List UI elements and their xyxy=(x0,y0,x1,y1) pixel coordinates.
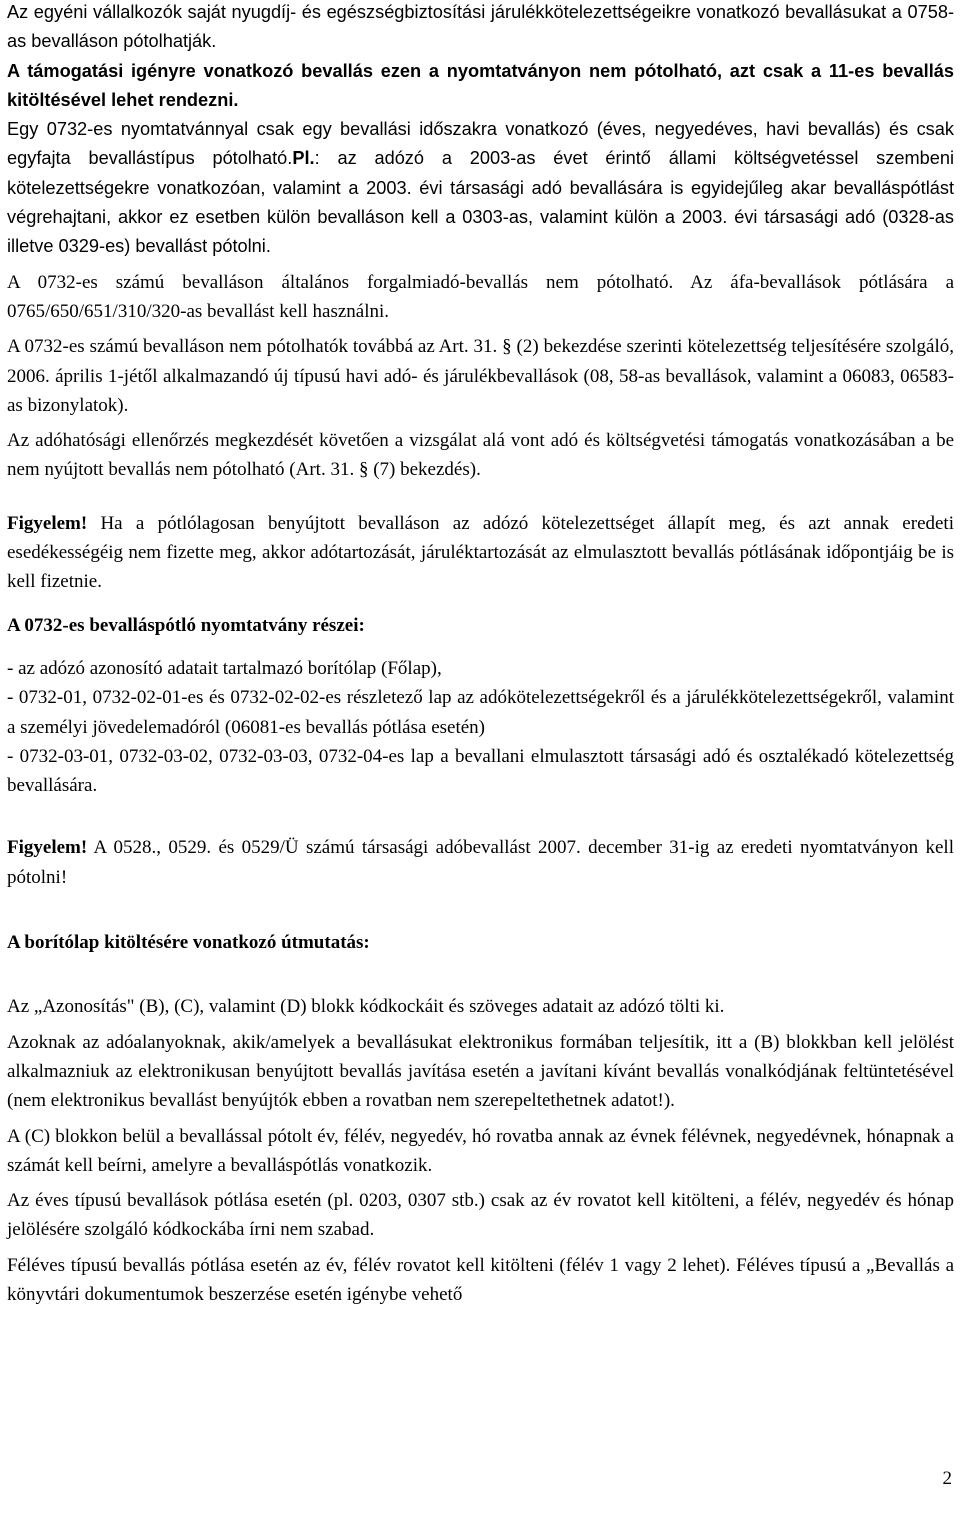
paragraph-feleves-tipusu: Féléves típusú bevallás pótlása esetén az év, félév rovatot kell kitölteni (félév 1 vagy 2 lehet). Féléves típusú a „Bevallás a könyvtári dokumentumok beszerzése esetén igénybe vehető xyxy=(7,1254,954,1305)
paragraph-tamogatasi-igeny xyxy=(7,57,954,116)
document-page xyxy=(7,0,954,1309)
pl-label: Pl. xyxy=(292,148,315,169)
list-item-reszletezo-lap: - 0732-01, 0732-02-01-es és 0732-02-02-es részletező lap az adókötelezettségekről és a járulékkötelezettségekről, valamint a személyi jövedelemadóról (06081-es bevallás pótlása esetén) xyxy=(7,687,954,738)
warning-label-1: Figyelem! xyxy=(7,512,88,534)
warning-text-2: A 0528., 0529. és 0529/Ü számú társasági adóbevallást 2007. december 31-ig az eredeti nyomtatványon kell pótolni! xyxy=(7,837,954,888)
paragraph-c-blokk: A (C) blokkon belül a bevallással pótolt év, félév, negyedév, hó rovatba annak az évnek félévnek, negyedévnek, hónapnak a számát kell beírni, amelyre a bevalláspótlás vonatkozik. xyxy=(7,1125,954,1176)
paragraph-pl-text: : az adózó a 2003-as évet érintő állami költségvetéssel szembeni kötelezettségekre vonatkozóan, valamint a 2003. évi társasági adó bevallására is egyidejűleg akar bevalláspótlást végrehajtani, akkor ez esetben külön bevalláson kell a 0303-as, valamint külön a 2003. évi társasági adó (0328-as illetve 0329-es) bevallást pótolni. xyxy=(7,148,955,257)
list-item-foelap: - az adózó azonosító adatait tartalmazó borítólap (Főlap), xyxy=(7,657,442,679)
warning-paragraph-2 xyxy=(7,833,954,892)
paragraph-nem-potolhatok: A 0732-es számú bevalláson nem pótolhatók továbbá az Art. 31. § (2) bekezdése szerinti kötelezettség teljesítésére szolgáló, 2006. április 1-jétől alkalmazandó új típusú havi adó- és járulékbevallások (08, 58-as bevallások, valamint a 06083, 06583-as bizonylatok). xyxy=(7,336,954,416)
section-heading-reszei xyxy=(7,611,954,640)
paragraph-elektronikus: Azoknak az adóalanyoknak, akik/amelyek a bevallásukat elektronikus formában teljesítik, itt a (B) blokkban kell jelölést alkalmazniuk az elektronikusan benyújtott bevallás javítása esetén a javítani kívánt bevallás vonalkódjának feltüntetésével (nem elektronikus bevallást benyújtók ebben a rovatban nem szerepeltethetnek adatot!). xyxy=(7,1031,954,1112)
paragraph-egyeni-vallalkozok: Az egyéni vállalkozók saját nyugdíj- és egészségbiztosítási járulékkötelezettségeikre vonatkozó bevallásukat a 0758-as bevalláson pótolhatják. xyxy=(7,2,954,52)
paragraph-tamogatasi-igeny-text: A támogatási igényre vonatkozó bevallás ezen a nyomtatványon nem pótolható, azt csak a 11-es bevallás kitöltésével lehet rendezni. xyxy=(7,60,954,110)
list-item-tarsasagi-ado-lap: - 0732-03-01, 0732-03-02, 0732-03-03, 0732-04-es lap a bevallani elmulasztott társasági adó és osztalékadó kötelezettség bevallására. xyxy=(7,745,954,797)
paragraph-azonositas: Az „Azonosítás" (B), (C), valamint (D) blokk kódkockáit és szöveges adatait az adózó tölti ki. xyxy=(7,996,725,1018)
parts-list xyxy=(7,654,954,800)
section-heading-boritolap-text: A borítólap kitöltésére vonatkozó útmutatás: xyxy=(7,932,370,954)
warning-label-2: Figyelem! xyxy=(7,837,88,859)
section-heading-reszei-text: A 0732-es bevalláspótló nyomtatvány részei: xyxy=(7,614,365,636)
page-number: 2 xyxy=(942,1468,952,1489)
section-heading-boritolap xyxy=(7,928,954,957)
paragraph-eves-tipusu: Az éves típusú bevallások pótlása esetén (pl. 0203, 0307 stb.) csak az év rovatot kell kitölteni, a félév, negyedév és hónap jelölésére szolgáló kódkockába írni nem szabad. xyxy=(7,1190,954,1241)
paragraph-ellenorzes: Az adóhatósági ellenőrzés megkezdését követően a vizsgálat alá vont adó és költségvetési támogatás vonatkozásában a be nem nyújtott bevallás nem pótolható (Art. 31. § (7) bekezdés). xyxy=(7,430,954,481)
warning-paragraph-1 xyxy=(7,509,954,597)
paragraph-egy-bevallasi-idoszak xyxy=(7,115,954,261)
warning-text-1: Ha a pótlólagosan benyújtott bevalláson az adózó kötelezettséget állapít meg, és azt annak eredeti esedékességéig nem fizette meg, akkor adótartozását, járuléktartozását az elmulasztott bevallás pótlásának időpontjáig be is kell fizetnie. xyxy=(7,512,954,593)
paragraph-egy-bevallasi-idoszak-text: Egy 0732-es nyomtatvánnyal csak egy bevallási időszakra vonatkozó (éves, negyedéves, havi bevallás) és csak egyfajta bevallástípus pótolható. xyxy=(7,119,954,169)
paragraph-afa-bevallas: A 0732-es számú bevalláson általános forgalmiadó-bevallás nem pótolható. Az áfa-bevallások pótlására a 0765/650/651/310/320-as bevallást kell használni. xyxy=(7,271,954,322)
